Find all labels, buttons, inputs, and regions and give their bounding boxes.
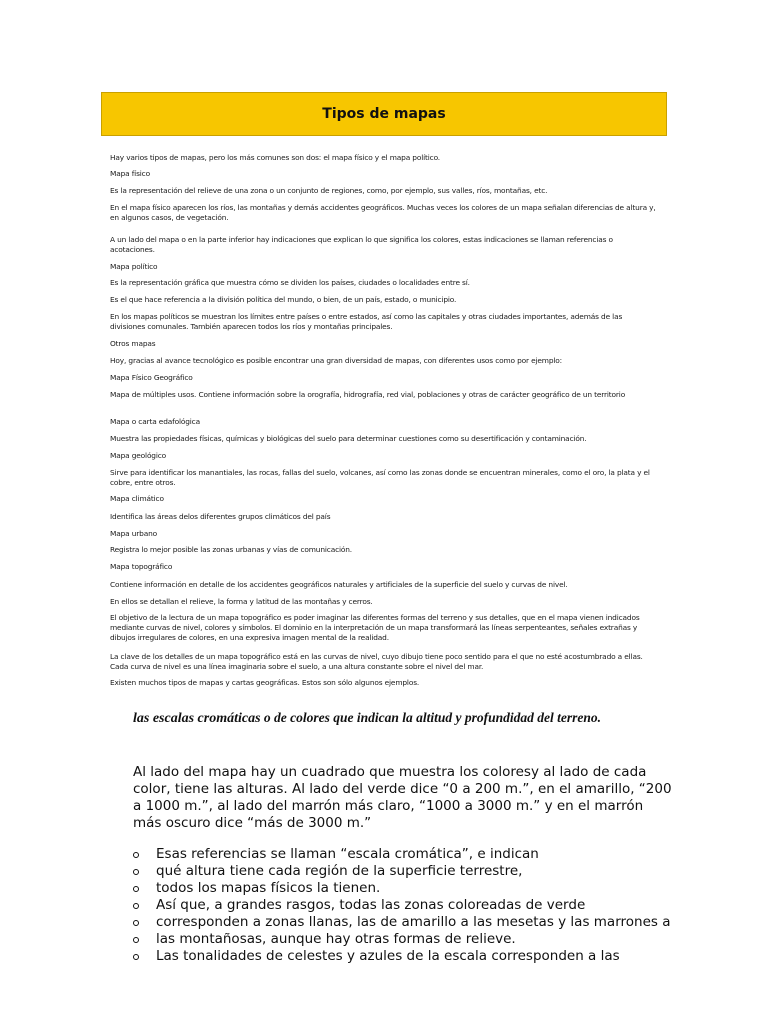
paragraph: En los mapas políticos se muestran los límites entre países o entre estados, así como las capitales y otras ciudades importantes, además de las divisiones comunales. También aparecen todos los ríos y montañas principales. [110,312,623,331]
heading-mapa-fisico-geografico: Mapa Físico Geográfico [110,373,193,382]
closing-line: Existen muchos tipos de mapas y cartas geográficas. Estos son sólo algunos ejemplos. [110,678,420,687]
title-banner [101,92,667,136]
paragraph: El objetivo de la lectura de un mapa topográfico es poder imaginar las diferentes formas del terreno y sus detalles, que en el mapa vienen indicados mediante curvas de nivel, colores y símbolos. El dominio en la interpretación de un mapa transformará las líneas serpenteantes, señales extrañas y dibujos irregulares de colores, en una expresiva imagen mental de la realidad. [110,613,640,642]
heading-mapa-topografico: Mapa topográfico [110,562,173,571]
heading-carta-edafologica: Mapa o carta edafológica [110,417,200,426]
heading-mapa-climatico: Mapa climático [110,494,164,503]
list-item: las montañosas, aunque hay otras formas de relieve. [133,931,673,948]
paragraph: Muestra las propiedades físicas, químicas y biológicas del suelo para determinar cuestiones como su desertificación y contaminación. [110,434,587,443]
paragraph: Identifica las áreas delos diferentes grupos climáticos del país [110,512,331,521]
heading-mapa-urbano: Mapa urbano [110,529,157,538]
heading-rest: o de colores que indican la altitud y profundidad del terreno. [260,710,602,725]
list-item: Las tonalidades de celestes y azules de la escala corresponden a las [133,948,673,965]
heading-otros-mapas: Otros mapas [110,339,156,348]
heading-mapa-politico: Mapa político [110,262,158,271]
paragraph: Sirve para identificar los manantiales, las rocas, fallas del suelo, volcanes, así como las zonas donde se encuentran minerales, como el oro, la plata y el cobre, entre otros. [110,468,650,487]
circle-bullet-icon [133,886,139,892]
page-title: Tipos de mapas [322,106,446,122]
list-item: Esas referencias se llaman “escala cromática”, e indican [133,846,673,863]
paragraph: Mapa de múltiples usos. Contiene información sobre la orografía, hidrografía, red vial, poblaciones y otras de carácter geográfico de un territorio [110,390,626,399]
heading-mapa-fisico: Mapa físico [110,169,150,178]
paragraph: A un lado del mapa o en la parte inferior hay indicaciones que explican lo que significa los colores, estas indicaciones se llaman referencias o acotaciones. [110,235,613,254]
paragraph: Es el que hace referencia a la división política del mundo, o bien, de un país, estado, o municipio. [110,295,457,304]
list-item: corresponden a zonas llanas, las de amarillo a las mesetas y las marrones a [133,914,673,931]
heading-mapa-geologico: Mapa geológico [110,451,167,460]
body-paragraph: Al lado del mapa hay un cuadrado que muestra los coloresy al lado de cada color, tiene las alturas. Al lado del verde dice “0 a 200 m.”, en el amarillo, “200 a 1000 m.”, al lado del marrón más claro, “1000 a 3000 m.” y en el marrón más oscuro dice “más de 3000 m.” [133,764,672,831]
paragraph: Contiene información en detalle de los accidentes geográficos naturales y artificiales de la superficie del suelo y curvas de nivel. [110,580,568,589]
paragraph: Es la representación del relieve de una zona o un conjunto de regiones, como, por ejemplo, sus valles, ríos, montañas, etc. [110,186,548,195]
circle-bullet-icon [133,903,139,909]
paragraph: En el mapa físico aparecen los ríos, las montañas y demás accidentes geográficos. Muchas veces los colores de un mapa señalan diferencias de altura y, en algunos casos, de vegetación. [110,203,656,222]
heading-lead: las escalas cromáticas [133,711,261,726]
bullet-list [133,846,673,965]
circle-bullet-icon [133,869,139,875]
circle-bullet-icon [133,954,139,960]
paragraph: Es la representación gráfica que muestra cómo se dividen los países, ciudades o localidades entre sí. [110,278,470,287]
section-heading [133,708,673,728]
circle-bullet-icon [133,920,139,926]
list-item: qué altura tiene cada región de la superficie terrestre, [133,863,673,880]
list-item: Así que, a grandes rasgos, todas las zonas coloreadas de verde [133,897,673,914]
paragraph: Registra lo mejor posible las zonas urbanas y vías de comunicación. [110,545,352,554]
intro-line: Hay varios tipos de mapas, pero los más comunes son dos: el mapa físico y el mapa político. [110,153,441,162]
paragraph: La clave de los detalles de un mapa topográfico está en las curvas de nivel, cuyo dibujo tiene poco sentido para el que no esté acostumbrado a ellas. Cada curva de nivel es una línea imaginaria sobre el suelo, a una altura constante sobre el nivel del mar. [110,652,643,671]
circle-bullet-icon [133,937,139,943]
circle-bullet-icon [133,852,139,858]
paragraph: Hoy, gracias al avance tecnológico es posible encontrar una gran diversidad de mapas, con diferentes usos como por ejemplo: [110,356,563,365]
paragraph: En ellos se detallan el relieve, la forma y latitud de las montañas y cerros. [110,597,373,606]
list-item: todos los mapas físicos la tienen. [133,880,673,897]
